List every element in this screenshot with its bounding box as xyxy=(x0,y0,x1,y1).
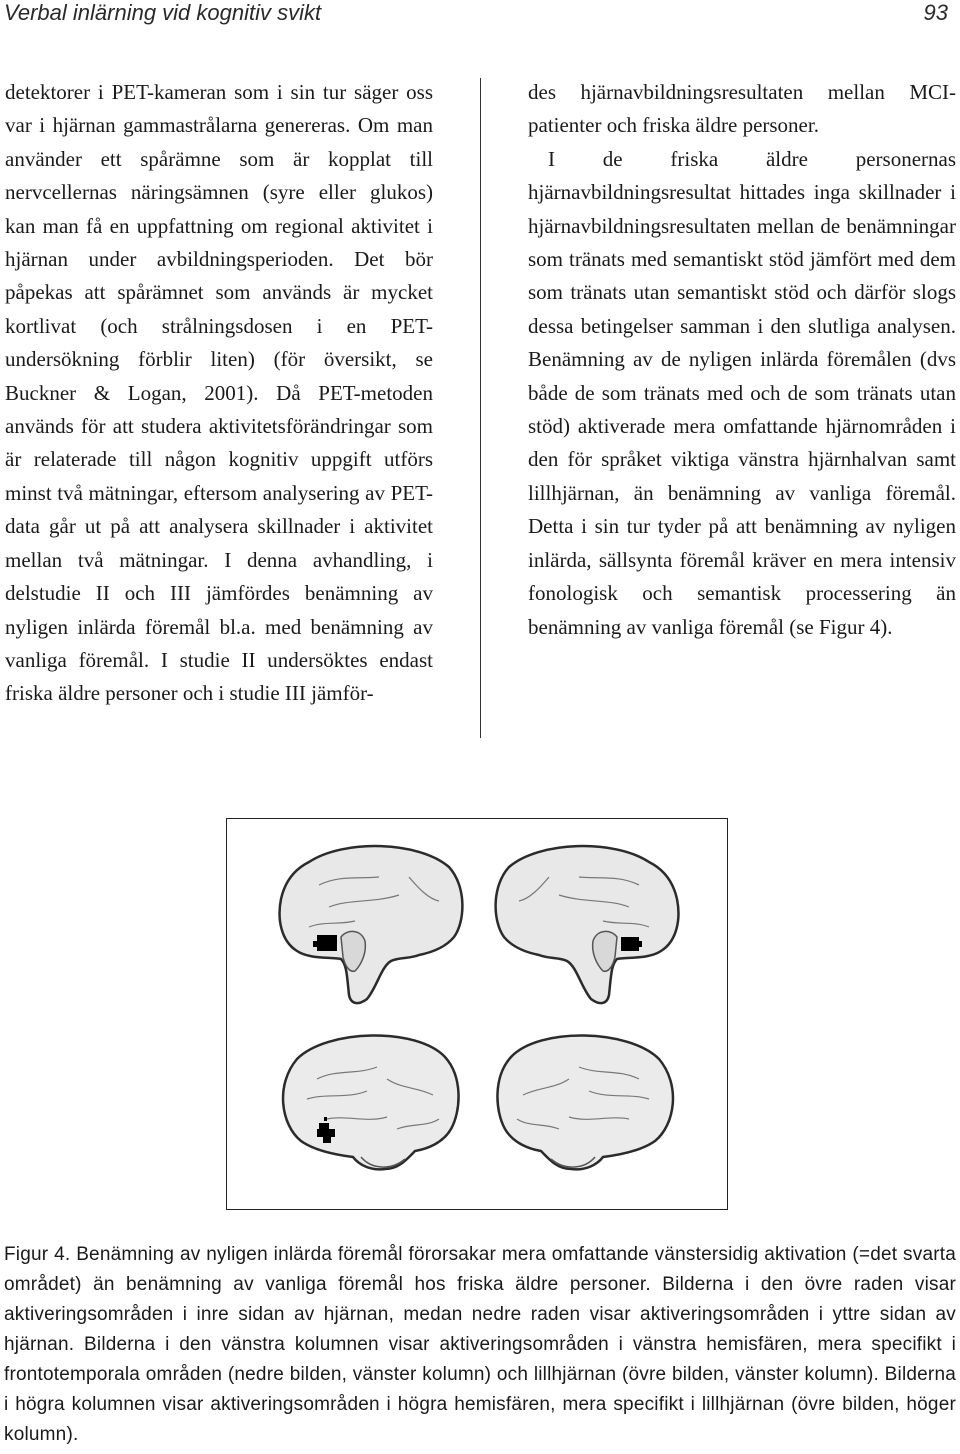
running-head xyxy=(0,0,960,30)
activation-area xyxy=(621,937,639,951)
figure-caption xyxy=(4,1240,956,1450)
left-text-column xyxy=(5,76,433,711)
column-divider xyxy=(480,78,481,738)
figure-4-image xyxy=(226,818,728,1210)
left-column-paragraph: detektorer i PET-kameran som i sin tur säger oss var i hjärnan gammastrålarna genereras. Om man använder ett spårämne som är kopplat till nervcellernas näringsämnen (syre eller glukos) kan man få en uppfattning om regional aktivitet i hjärnan under avbildningsperioden. Det bör påpekas att spårämnet som används är mycket kortlivat (och strålningsdosen i en PET-undersökning förblir liten) (för översikt, se Buckner & Logan, 2001). Då PET-metoden används för att studera aktivitetsförändringar som är relaterade till någon kognitiv uppgift utförs minst två mätningar, eftersom analysering av PET-data går ut på att analysera skillnader i aktivitet mellan två mätningar. I denna avhandling, i delstudie II och III jämfördes benämning av nyligen inlärda föremål bl.a. med benämning av vanliga föremål. I studie II undersöktes endast friska äldre personer och i studie III jämför- xyxy=(5,80,433,706)
brain-bottom-left xyxy=(267,1019,467,1189)
right-text-column xyxy=(528,76,956,644)
right-column-paragraph-1: des hjärnavbildningsresultaten mellan MCI-patienter och friska äldre personer. xyxy=(528,80,956,138)
brain-top-right xyxy=(489,837,689,1007)
running-head-title: Verbal inlärning vid kognitiv svikt xyxy=(4,0,322,25)
right-column-paragraph-2: I de friska äldre personernas hjärnavbildningsresultat hittades inga skillnader i hjärnavbildningsresultaten mellan de benämningar som tränats med semantiskt stöd jämfört med dem som tränats utan semantiskt stöd och därför slogs dessa betingelser samman i den slutliga analysen. Benämning av de nyligen inlärda föremålen (dvs både de som tränats med och de som tränats utan stöd) aktiverade mera omfattande hjärnområden i den för språket viktiga vänstra hjärnhalvan samt lillhjärnan, än benämning av vanliga föremål. Detta i sin tur tyder på att benämning av nyligen inlärda, sällsynta föremål kräver en mera intensiv fonologisk och semantisk processering än benämning av vanliga föremål (se Figur 4). xyxy=(528,146,956,639)
page-number: 93 xyxy=(923,0,948,25)
brain-bottom-right xyxy=(489,1019,689,1189)
activation-area xyxy=(317,935,337,951)
caption-text: Figur 4. Benämning av nyligen inlärda föremål förorsakar mera omfattande vänstersidig aktivation (=det svarta området) än benämning av vanliga föremål hos friska äldre personer. Bilderna i den övre raden visar aktiveringsområden i inre sidan av hjärnan, medan nedre raden visar aktiveringsområden i yttre sidan av hjärnan. Bilderna i den vänstra kolumnen visar aktiveringsområden i vänstra hemisfären, mera specifikt i frontotemporala områden (nedre bilden, vänster kolumn) och lillhjärnan (övre bilden, vänster kolumn). Bilderna i högra kolumnen visar aktiveringsområden i högra hemisfären, mera specifikt i lillhjärnan (övre bilden, höger kolumn). xyxy=(4,1244,956,1445)
brain-top-left xyxy=(269,837,469,1007)
